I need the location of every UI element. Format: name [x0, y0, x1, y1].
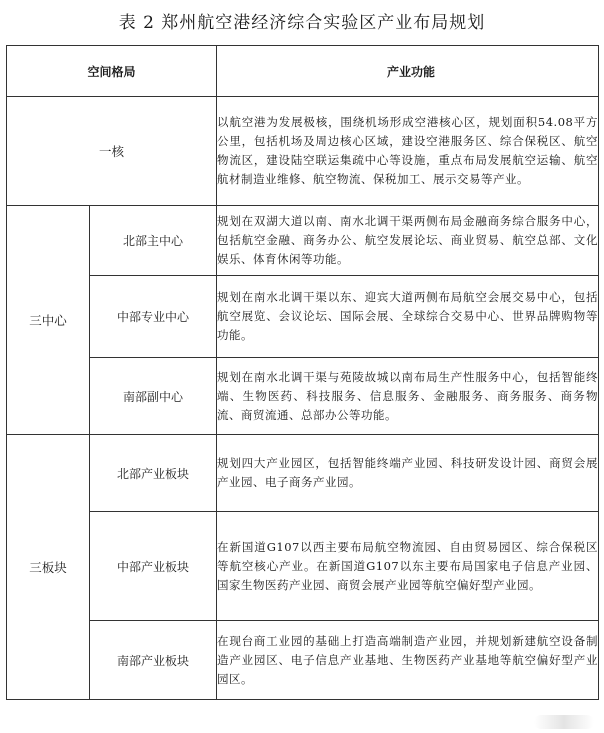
table-row — [7, 276, 599, 358]
core-function: 以航空港为发展极核，围绕机场形成空港核心区，规划面积54.08平方公里，包括机场及周边核心区域，建设空港服务区、综合保税区、航空物流区，建设陆空联运集疏中心等设施，重点布局发展航空运输、航空航材制造业维修、航空物流、保税加工、展示交易等产业。 — [217, 97, 599, 206]
center-name: 北部主中心 — [90, 206, 217, 276]
block-name: 中部产业板块 — [90, 512, 217, 621]
industry-layout-table — [6, 45, 599, 700]
center-name: 南部副中心 — [90, 358, 217, 435]
header-spatial-layout: 空间格局 — [7, 46, 217, 97]
core-label: 一核 — [7, 97, 217, 206]
table-row — [7, 358, 599, 435]
block-name: 南部产业板块 — [90, 621, 217, 700]
center-function: 规划在南水北调干渠与苑陵故城以南布局生产性服务中心，包括智能终端、生物医药、科技服务、信息服务、金融服务、商务服务、商务物流、商贸流通、总部办公等功能。 — [217, 358, 599, 435]
block-name: 北部产业板块 — [90, 435, 217, 512]
block-function: 规划四大产业园区，包括智能终端产业园、科技研发设计园、商贸会展产业园、电子商务产业园。 — [217, 435, 599, 512]
table-row — [7, 97, 599, 206]
watermark-blur — [534, 715, 594, 729]
table-row — [7, 206, 599, 276]
header-industry-function: 产业功能 — [217, 46, 599, 97]
table-row — [7, 621, 599, 700]
table-title: 表 2 郑州航空港经济综合实验区产业布局规划 — [118, 13, 486, 33]
block-function: 在现台商工业园的基础上打造高端制造产业园，并规划新建航空设备制造产业园区、电子信息产业基地、生物医药产业基地等航空偏好型产业园区。 — [217, 621, 599, 700]
table-row — [7, 435, 599, 512]
center-function: 规划在双湖大道以南、南水北调干渠两侧布局金融商务综合服务中心，包括航空金融、商务办公、航空发展论坛、商业贸易、航空总部、文化娱乐、体育休闲等功能。 — [217, 206, 599, 276]
block-function: 在新国道G107以西主要布局航空物流园、自由贸易园区、综合保税区等航空核心产业。在新国道G107以东主要布局国家电子信息产业园、国家生物医药产业园、商贸会展产业园等航空偏好型产业园。 — [217, 512, 599, 621]
center-function: 规划在南水北调干渠以东、迎宾大道两侧布局航空会展交易中心，包括航空展览、会议论坛、国际会展、全球综合交易中心、世界品牌购物等功能。 — [217, 276, 599, 358]
center-name: 中部专业中心 — [90, 276, 217, 358]
table-header-row — [7, 46, 599, 97]
table-row — [7, 512, 599, 621]
blocks-label: 三板块 — [7, 435, 90, 700]
centers-label: 三中心 — [7, 206, 90, 435]
